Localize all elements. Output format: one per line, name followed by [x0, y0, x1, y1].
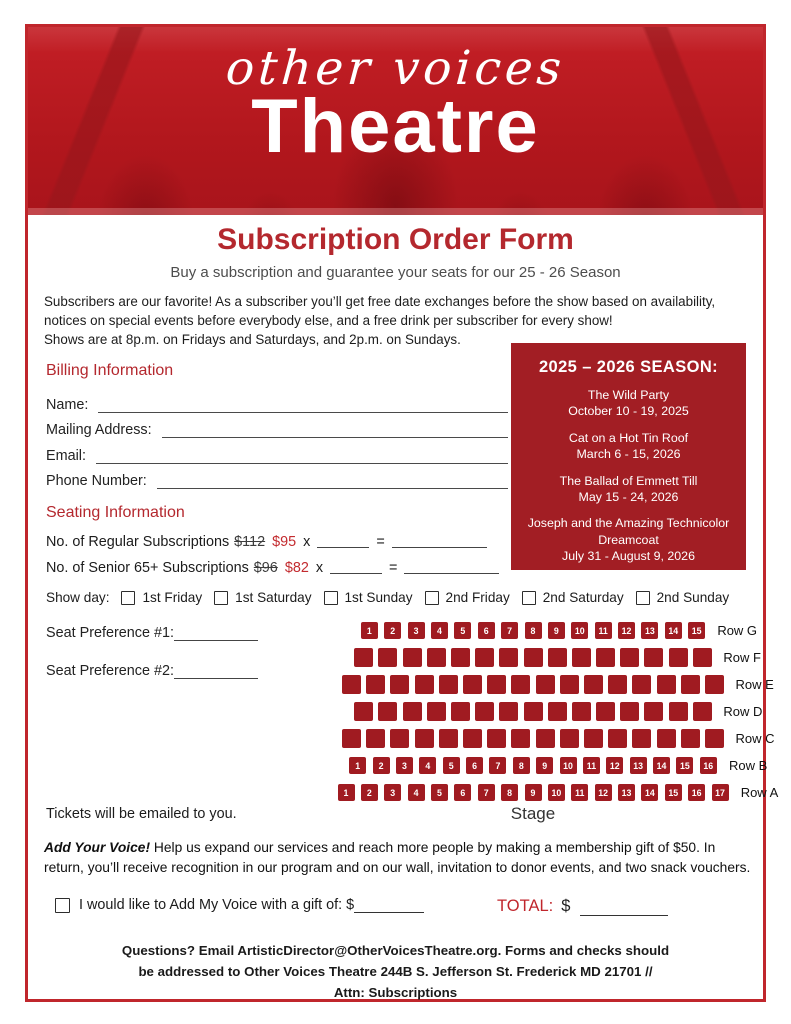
seat: [427, 702, 446, 721]
seat-row: [311, 617, 758, 644]
season-show: [511, 473, 746, 506]
seat-preference-1-row: [46, 621, 258, 641]
seat: [644, 648, 663, 667]
seat: 6: [454, 784, 471, 801]
footer-line-1: Questions? Email ArtisticDirector@OtherVoicesTheatre.org. Forms and checks should: [121, 943, 670, 959]
seat: 12: [606, 757, 623, 774]
seat: [596, 648, 615, 667]
season-show-list: [511, 387, 746, 564]
season-box: [511, 343, 746, 570]
seat: [657, 675, 676, 694]
seat: 13: [630, 757, 647, 774]
billing-fields: [46, 387, 508, 489]
seat: [536, 729, 555, 748]
gift-and-total-row: [28, 897, 763, 919]
seat: 14: [641, 784, 658, 801]
billing-field-input-line[interactable]: [96, 451, 508, 464]
seat: [439, 729, 458, 748]
seat: [572, 648, 591, 667]
seat: [608, 675, 627, 694]
regular-subscriptions-row: [46, 529, 508, 555]
seat: 8: [513, 757, 530, 774]
add-your-voice-text: Help us expand our services and reach more people by making a membership gift of $50. In return, you’ll receive recognition in our program and on our wall, invitation to donor events, and two snack vouchers.: [44, 840, 751, 876]
seat: [366, 729, 385, 748]
billing-field-row: [46, 438, 508, 464]
gift-option: [55, 897, 424, 913]
regular-subscriptions-label: No. of Regular Subscriptions: [46, 534, 230, 551]
order-form-page: [25, 24, 779, 1002]
seat: 16: [700, 757, 717, 774]
senior-price: $82: [284, 560, 309, 577]
times-sign: x: [315, 560, 324, 577]
add-your-voice-lead: Add Your Voice!: [44, 840, 151, 856]
show-title: Joseph and the Amazing Technicolor Dreamcoat: [527, 516, 730, 547]
seat: [608, 729, 627, 748]
seat: 3: [408, 622, 425, 639]
seat: [681, 675, 700, 694]
show-day-option: [121, 590, 202, 605]
seat: [596, 702, 615, 721]
seat: 16: [688, 784, 705, 801]
intro-paragraph: [44, 292, 756, 349]
show-day-checkbox[interactable]: [214, 591, 228, 605]
seat: 14: [665, 622, 682, 639]
seat-row: [311, 644, 761, 671]
seat: 3: [384, 784, 401, 801]
row-label: Row C: [735, 731, 775, 747]
seat: [366, 675, 385, 694]
show-day-option-label: 1st Saturday: [235, 590, 312, 606]
theatre-banner: [28, 27, 763, 215]
show-day-option-label: 2nd Sunday: [656, 590, 730, 606]
seat: [669, 648, 688, 667]
contact-footer: [28, 941, 763, 1003]
times-sign: x: [303, 534, 311, 551]
seat: 7: [478, 784, 495, 801]
seat: 11: [595, 622, 612, 639]
seating-chart-section: [28, 617, 779, 829]
seat-row: [311, 752, 768, 779]
seat: 11: [571, 784, 588, 801]
seat: [451, 702, 470, 721]
seat: 2: [384, 622, 401, 639]
billing-field-row: [46, 413, 508, 439]
seat: [560, 675, 579, 694]
seat: [403, 702, 422, 721]
page-title: Subscription Order Form: [217, 223, 574, 256]
seat: 4: [431, 622, 448, 639]
seat: [548, 702, 567, 721]
seat: 5: [443, 757, 460, 774]
seat-preference-2-row: [46, 659, 258, 679]
senior-total-line[interactable]: [404, 563, 499, 574]
seat: [342, 729, 361, 748]
seat-row: [311, 779, 779, 806]
total-amount-line[interactable]: [580, 903, 668, 916]
seat: [657, 729, 676, 748]
seat: 1: [361, 622, 378, 639]
regular-price: $95: [272, 534, 297, 551]
billing-heading: Billing Information: [46, 362, 174, 380]
billing-field-input-line[interactable]: [98, 400, 508, 413]
seat: 5: [431, 784, 448, 801]
seat-row: [311, 725, 775, 752]
show-dates: July 31 - August 9, 2026: [562, 549, 695, 563]
tickets-note: Tickets will be emailed to you.: [46, 806, 237, 823]
seat: 3: [396, 757, 413, 774]
gift-label: I would like to Add My Voice with a gift of: $: [79, 897, 355, 914]
seat: [524, 648, 543, 667]
seat: 12: [595, 784, 612, 801]
seating-heading: Seating Information: [46, 504, 185, 522]
footer-line-3: Attn: Subscriptions: [333, 984, 458, 1000]
billing-field-input-line[interactable]: [162, 425, 508, 438]
seat: [378, 702, 397, 721]
regular-total-line[interactable]: [392, 537, 487, 548]
stage-label: Stage: [510, 804, 556, 824]
seat: [354, 702, 373, 721]
seat: 9: [536, 757, 553, 774]
seat: [644, 702, 663, 721]
row-label: Row F: [723, 650, 761, 666]
seat: 12: [618, 622, 635, 639]
seat: [548, 648, 567, 667]
seat: 15: [688, 622, 705, 639]
billing-field-row: [46, 464, 508, 490]
show-dates: March 6 - 15, 2026: [576, 447, 681, 462]
billing-field-label: Email:: [46, 447, 86, 464]
row-label: Row A: [740, 785, 779, 801]
seat: 10: [548, 784, 565, 801]
show-day-option: [324, 590, 413, 605]
row-label: Row B: [729, 758, 768, 774]
season-show: [511, 387, 746, 420]
seat: 13: [641, 622, 658, 639]
seat: [427, 648, 446, 667]
total-currency: $: [561, 897, 571, 916]
show-day-option: [425, 590, 510, 605]
seat: [584, 729, 603, 748]
row-label: Row D: [723, 704, 763, 720]
show-day-option: [214, 590, 311, 605]
page-subtitle: Buy a subscription and guarantee your seats for our 25 - 26 Season: [170, 264, 621, 281]
equals-sign: =: [376, 534, 385, 551]
seat: [681, 729, 700, 748]
logo-script-text: other voices: [224, 41, 567, 96]
show-day-options: [109, 590, 729, 605]
seat-preference-2-line[interactable]: [174, 667, 258, 679]
seat: [487, 729, 506, 748]
billing-field-input-line[interactable]: [157, 476, 508, 489]
regular-old-price: $112: [234, 534, 266, 551]
seat: 15: [676, 757, 693, 774]
show-dates: October 10 - 19, 2025: [568, 404, 689, 419]
seat: 2: [373, 757, 390, 774]
show-day-row: [46, 590, 763, 605]
show-day-checkbox[interactable]: [425, 591, 439, 605]
senior-subscriptions-label: No. of Senior 65+ Subscriptions: [46, 560, 249, 577]
show-title: The Ballad of Emmett Till: [559, 473, 698, 488]
seat-map: [311, 617, 779, 806]
regular-quantity-line[interactable]: [317, 537, 369, 548]
seat: 6: [466, 757, 483, 774]
add-your-voice-paragraph: [44, 838, 754, 878]
seat: [378, 648, 397, 667]
billing-field-row: [46, 387, 508, 413]
billing-field-label: Mailing Address:: [46, 422, 152, 439]
seat: [487, 675, 506, 694]
seat: [536, 675, 555, 694]
seat: 9: [525, 784, 542, 801]
seat: [572, 702, 591, 721]
show-title: Cat on a Hot Tin Roof: [568, 430, 689, 445]
seat: [584, 675, 603, 694]
seat: 7: [489, 757, 506, 774]
seat: [354, 648, 373, 667]
senior-subscriptions-row: [46, 555, 508, 581]
senior-quantity-line[interactable]: [330, 563, 382, 574]
seat: [463, 675, 482, 694]
show-day-option: [522, 590, 624, 605]
seat: 8: [501, 784, 518, 801]
seat: [499, 702, 518, 721]
left-column: [46, 362, 508, 581]
seat: [560, 729, 579, 748]
seat: 8: [525, 622, 542, 639]
row-label: Row G: [717, 623, 758, 639]
show-day-option-label: 2nd Friday: [445, 590, 510, 606]
seat: [524, 702, 543, 721]
seat: 9: [548, 622, 565, 639]
seat: 6: [478, 622, 495, 639]
seat: [342, 675, 361, 694]
seat: 1: [349, 757, 366, 774]
show-day-option-label: 1st Friday: [142, 590, 203, 606]
footer-line-2: be addressed to Other Voices Theatre 244B S. Jefferson St. Frederick MD 21701 //: [138, 963, 653, 979]
seat: 13: [618, 784, 635, 801]
seat: [693, 702, 712, 721]
show-day-label: Show day:: [46, 590, 110, 606]
seat: [415, 675, 434, 694]
seat-preference-2-label: Seat Preference #2:: [46, 663, 174, 680]
show-day-checkbox[interactable]: [324, 591, 338, 605]
seat: [693, 648, 712, 667]
seat: [390, 729, 409, 748]
seat: 5: [454, 622, 471, 639]
billing-field-label: Name:: [46, 396, 89, 413]
seat: [620, 702, 639, 721]
seat: 14: [653, 757, 670, 774]
gift-checkbox[interactable]: [55, 898, 70, 913]
seat: [439, 675, 458, 694]
gift-amount-line[interactable]: [354, 901, 424, 913]
seat: [390, 675, 409, 694]
show-dates: May 15 - 24, 2026: [578, 489, 679, 504]
total-field: [497, 897, 668, 916]
seat: 4: [408, 784, 425, 801]
seat: 10: [560, 757, 577, 774]
seat: 17: [712, 784, 729, 801]
logo-word-text: Theatre: [251, 83, 540, 169]
billing-field-label: Phone Number:: [46, 473, 147, 490]
seat: [451, 648, 470, 667]
seat: [511, 675, 530, 694]
seat: [463, 729, 482, 748]
theatre-logo: [28, 41, 763, 169]
seat-row: [311, 698, 763, 725]
intro-text-1: Subscribers are our favorite! As a subscriber you’ll get free date exchanges before the show based on availability, notices on special events before everybody else, and a free drink per subscriber for every show!: [44, 294, 716, 329]
show-day-checkbox[interactable]: [522, 591, 536, 605]
season-show: [511, 430, 746, 463]
seat-preference-1-label: Seat Preference #1:: [46, 625, 174, 642]
show-title: The Wild Party: [587, 388, 670, 402]
seat: [511, 729, 530, 748]
seat: [632, 675, 651, 694]
season-show: [511, 515, 746, 564]
seat: [705, 675, 724, 694]
seat-preferences: [46, 621, 258, 679]
seat: [475, 648, 494, 667]
seat: 7: [501, 622, 518, 639]
seat: [475, 702, 494, 721]
seat-row: [311, 671, 774, 698]
seat: [632, 729, 651, 748]
senior-old-price: $96: [253, 560, 278, 577]
seat: 4: [419, 757, 436, 774]
seat: 2: [361, 784, 378, 801]
seat: [403, 648, 422, 667]
show-day-checkbox[interactable]: [121, 591, 135, 605]
show-day-option: [636, 590, 730, 605]
seat: [499, 648, 518, 667]
seat: 15: [665, 784, 682, 801]
show-day-checkbox[interactable]: [636, 591, 650, 605]
seat: 1: [338, 784, 355, 801]
show-day-option-label: 2nd Saturday: [542, 590, 624, 606]
seat: [669, 702, 688, 721]
total-label: TOTAL:: [497, 897, 554, 916]
seat-preference-1-line[interactable]: [174, 629, 258, 641]
show-day-option-label: 1st Sunday: [344, 590, 413, 606]
row-label: Row E: [735, 677, 774, 693]
equals-sign: =: [389, 560, 398, 577]
seat: [415, 729, 434, 748]
season-heading: 2025 – 2026 SEASON:: [538, 358, 719, 376]
seat: 11: [583, 757, 600, 774]
seat: [705, 729, 724, 748]
seat: 10: [571, 622, 588, 639]
intro-text-2: Shows are at 8p.m. on Fridays and Saturdays, and 2p.m. on Sundays.: [44, 332, 461, 348]
seat: [620, 648, 639, 667]
